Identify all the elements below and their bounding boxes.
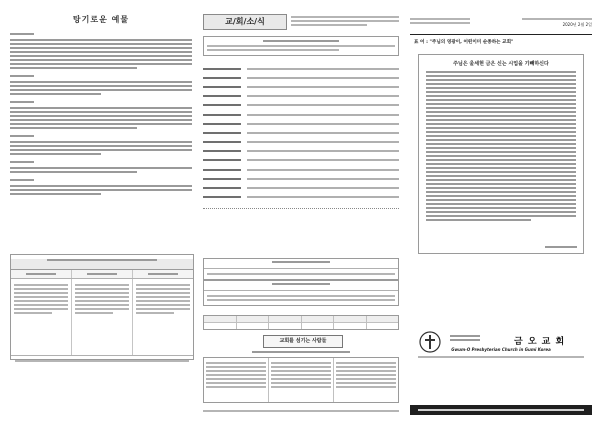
news-item bbox=[203, 165, 399, 174]
news-item bbox=[203, 110, 399, 119]
news-item bbox=[203, 82, 399, 91]
offering-text-1 bbox=[10, 39, 192, 69]
news-item bbox=[203, 138, 399, 147]
church-news-intro bbox=[291, 14, 399, 28]
news-item bbox=[203, 147, 399, 156]
church-english-name: Gwum-O Presbyterian Church in Gumi Korea bbox=[451, 347, 551, 352]
church-news-box bbox=[203, 36, 399, 56]
notice-box-2-title bbox=[204, 283, 398, 291]
church-address bbox=[418, 354, 584, 360]
offering-text-4 bbox=[10, 141, 192, 155]
issue-info bbox=[410, 16, 470, 26]
schedule-table bbox=[203, 315, 399, 330]
offering-title: 탕기로운 예물 bbox=[72, 15, 130, 24]
offering-column bbox=[10, 8, 192, 418]
duty-table bbox=[203, 357, 399, 403]
church-name: 금 오 교 회 bbox=[514, 337, 566, 347]
offering-text-3 bbox=[10, 107, 192, 129]
offering-text-5 bbox=[10, 167, 192, 173]
section-marker-1 bbox=[10, 31, 192, 37]
notice-box-1-body bbox=[204, 269, 398, 279]
church-news-title: 교/회/소/식 bbox=[203, 14, 287, 30]
duty-subtitle bbox=[203, 349, 399, 356]
middle-footer bbox=[203, 408, 399, 414]
quote-reference bbox=[545, 246, 577, 248]
cooperation-table-footer bbox=[11, 355, 193, 363]
section-marker-6 bbox=[10, 177, 192, 183]
motto-banner bbox=[410, 405, 592, 415]
section-marker-5 bbox=[10, 159, 192, 165]
quote-text bbox=[426, 71, 576, 221]
notice-box-2-body bbox=[204, 291, 398, 305]
cooperation-table bbox=[10, 254, 194, 360]
news-item bbox=[203, 92, 399, 101]
issue-date: 2020년 2월 2일 bbox=[562, 22, 592, 27]
news-item bbox=[203, 73, 399, 82]
section-marker-4 bbox=[10, 133, 192, 139]
church-denomination bbox=[450, 333, 480, 343]
news-item bbox=[203, 119, 399, 128]
news-item bbox=[203, 183, 399, 192]
news-item bbox=[203, 128, 399, 137]
news-item bbox=[203, 193, 399, 202]
divider bbox=[203, 208, 399, 209]
header-rule bbox=[410, 34, 592, 35]
cooperation-table-header bbox=[11, 270, 193, 279]
news-item bbox=[203, 64, 399, 73]
notice-box-1 bbox=[203, 258, 399, 280]
sermon-title: 표 어 : "주님의 영광이, 어떤이미 순종하는 교회" bbox=[414, 40, 514, 45]
news-item bbox=[203, 101, 399, 110]
cooperation-table-body bbox=[11, 279, 193, 355]
quote-title: 주님은 울세현 금은 신는 시업을 기빼하신다 bbox=[453, 61, 549, 67]
notice-box-1-title bbox=[204, 261, 398, 269]
section-marker-3 bbox=[10, 99, 192, 105]
issue-date-block bbox=[522, 16, 592, 28]
church-news-column bbox=[203, 8, 399, 418]
news-item bbox=[203, 156, 399, 165]
front-cover-column bbox=[410, 8, 592, 418]
section-marker-2 bbox=[10, 73, 192, 79]
offering-text-2 bbox=[10, 81, 192, 95]
news-item bbox=[203, 174, 399, 183]
offering-text-6 bbox=[10, 185, 192, 195]
duty-title: 교회를 섬기는 사람들 bbox=[263, 335, 343, 348]
news-list bbox=[203, 64, 399, 202]
quote-box bbox=[418, 54, 584, 254]
notice-box-2 bbox=[203, 280, 399, 306]
cooperation-table-title bbox=[11, 259, 193, 270]
